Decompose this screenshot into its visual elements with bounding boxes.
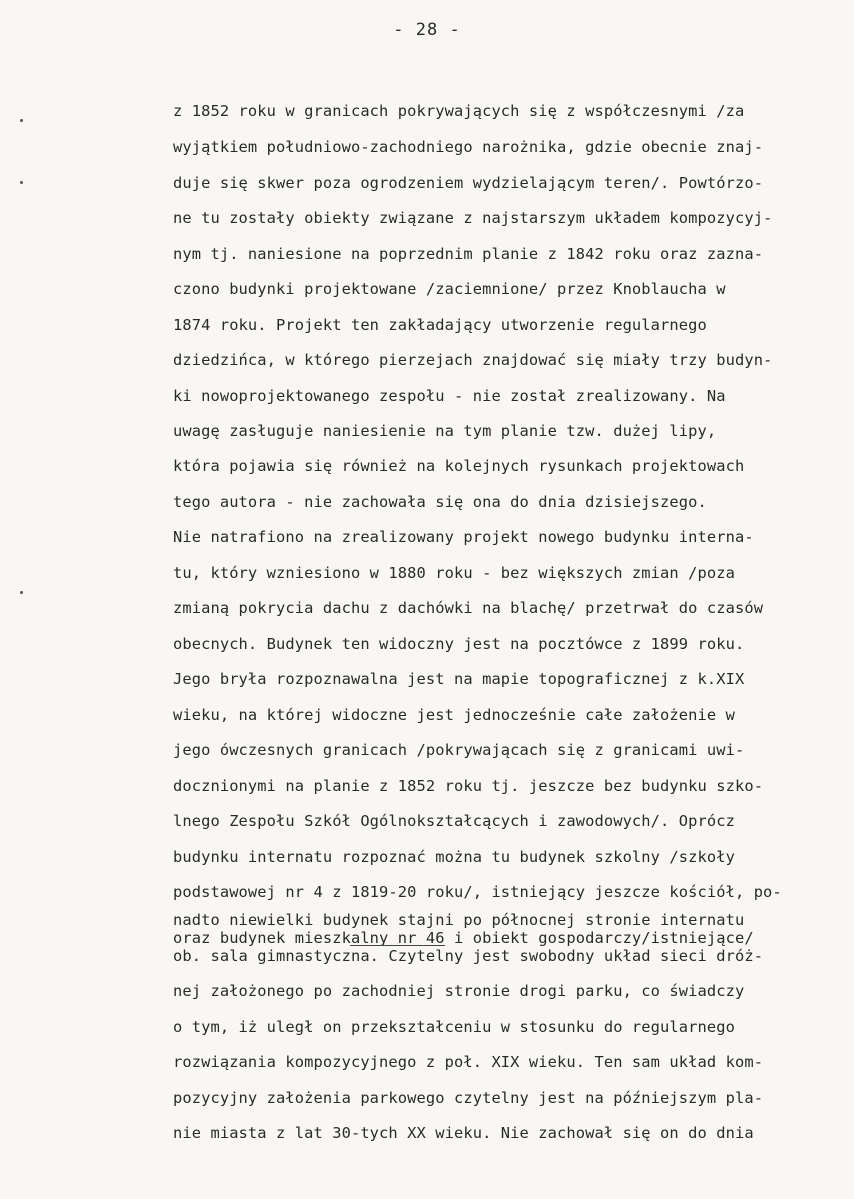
text-line: o tym, iż uległ on przekształceniu w stosunku do regularnego <box>173 1018 735 1036</box>
handwritten-underline <box>350 945 445 946</box>
text-line: Jego bryła rozpoznawalna jest na mapie topograficznej z k.XIX <box>173 670 745 688</box>
margin-dot <box>20 181 23 184</box>
text-line: podstawowej nr 4 z 1819-20 roku/, istniejący jeszcze kościół, po- <box>173 883 782 901</box>
text-line: dziedzińca, w którego pierzejach znajdować się miały trzy budyn- <box>173 351 773 369</box>
page-number: - 28 - <box>393 20 461 40</box>
text-line: obecnych. Budynek ten widoczny jest na pocztówce z 1899 roku. <box>173 635 745 653</box>
text-line: lnego Zespołu Szkół Ogólnokształcących i zawodowych/. Oprócz <box>173 812 735 830</box>
text-line: tu, który wzniesiono w 1880 roku - bez większych zmian /poza <box>173 564 735 582</box>
text-line: duje się skwer poza ogrodzeniem wydzielającym teren/. Powtórzo- <box>173 174 764 192</box>
margin-dot <box>20 591 23 594</box>
text-line: jego ówczesnych granicach /pokrywającach się z granicami uwi- <box>173 741 745 759</box>
text-line: pozycyjny założenia parkowego czytelny jest na późniejszym pla- <box>173 1089 764 1107</box>
text-line: uwagę zasługuje naniesienie na tym planie tzw. dużej lipy, <box>173 422 717 440</box>
text-line: z 1852 roku w granicach pokrywających się z współczesnymi /za <box>173 102 745 120</box>
text-line: czono budynki projektowane /zaciemnione/ przez Knoblaucha w <box>173 280 726 298</box>
text-line: oraz budynek mieszkalny nr 46 i obiekt gospodarczy/istniejące/ <box>173 929 754 947</box>
text-line: rozwiązania kompozycyjnego z poł. XIX wieku. Ten sam układ kom- <box>173 1053 764 1071</box>
text-line: zmianą pokrycia dachu z dachówki na blachę/ przetrwał do czasów <box>173 599 764 617</box>
text-line: tego autora - nie zachowała się ona do dnia dzisiejszego. <box>173 493 707 511</box>
text-line: która pojawia się również na kolejnych rysunkach projektowach <box>173 457 745 475</box>
text-line: Nie natrafiono na zrealizowany projekt nowego budynku interna- <box>173 528 754 546</box>
text-line: wyjątkiem południowo-zachodniego narożnika, gdzie obecnie znaj- <box>173 138 764 156</box>
text-line: ob. sala gimnastyczna. Czytelny jest swobodny układ sieci dróż- <box>173 947 764 965</box>
text-line: nym tj. naniesione na poprzednim planie z 1842 roku oraz zazna- <box>173 245 764 263</box>
text-line: docznionymi na planie z 1852 roku tj. jeszcze bez budynku szko- <box>173 777 764 795</box>
text-line: nie miasta z lat 30-tych XX wieku. Nie zachował się on do dnia <box>173 1124 754 1142</box>
text-line: 1874 roku. Projekt ten zakładający utworzenie regularnego <box>173 316 707 334</box>
text-line: ne tu zostały obiekty związane z najstarszym układem kompozycyj- <box>173 209 773 227</box>
text-line: nadto niewielki budynek stajni po północnej stronie internatu <box>173 911 745 929</box>
text-line: budynku internatu rozpoznać można tu budynek szkolny /szkoły <box>173 848 735 866</box>
text-line: nej założonego po zachodniej stronie drogi parku, co świadczy <box>173 982 745 1000</box>
text-line: wieku, na której widoczne jest jednocześnie całe założenie w <box>173 706 735 724</box>
margin-dot <box>20 119 23 122</box>
text-line: ki nowoprojektowanego zespołu - nie został zrealizowany. Na <box>173 387 726 405</box>
